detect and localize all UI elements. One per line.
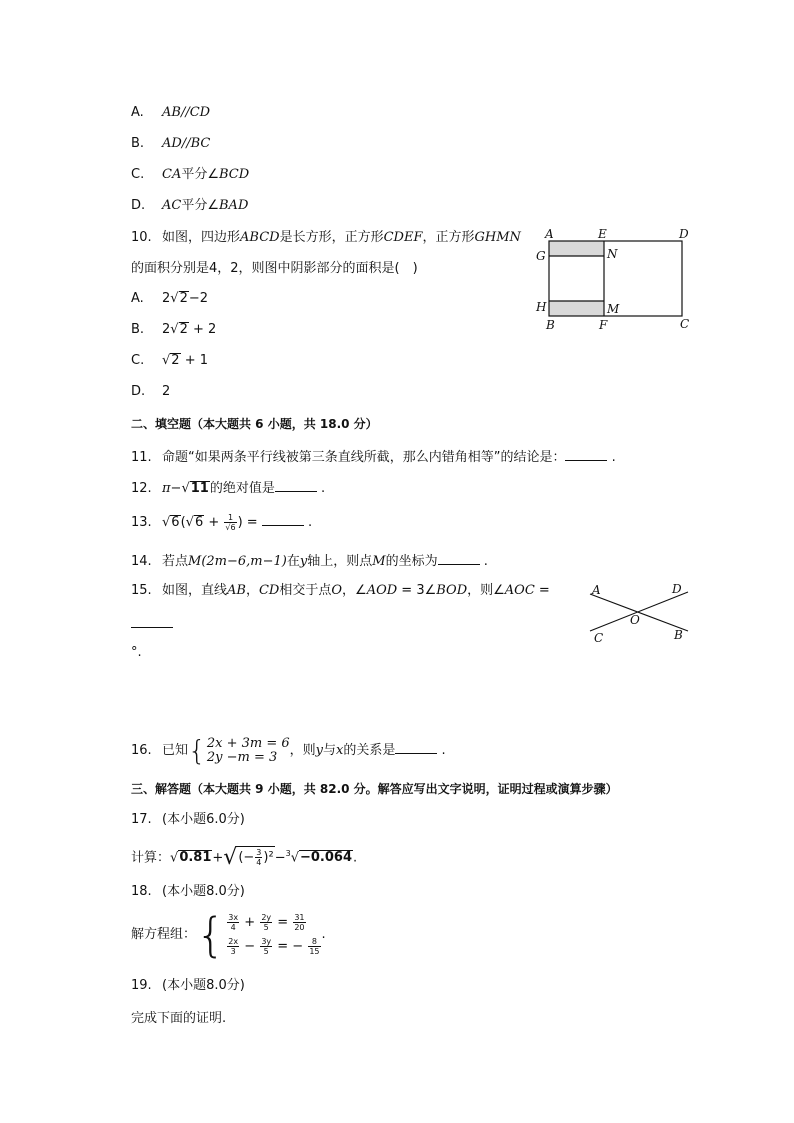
answer-blank[interactable]	[565, 447, 607, 461]
question-10-line2: 的面积分别是4，2，则图中阴影部分的面积是( )	[131, 261, 418, 276]
label-e: E	[598, 227, 607, 241]
question-18-header: 18. (本小题8.0分)	[131, 884, 245, 899]
label-h: H	[536, 300, 547, 314]
shaded-region-top	[549, 241, 604, 256]
equation-1: $\frac{3x}{4}$ + $\frac{2y}{5}$ = $\frac{31}{20}$	[228, 912, 305, 932]
label-o: O	[630, 613, 640, 627]
answer-blank[interactable]	[262, 512, 304, 526]
question-12: 12. π−√11的绝对值是 .	[131, 478, 325, 498]
label-d: D	[672, 582, 682, 596]
option-q10-a: A. 2√2−2	[131, 291, 209, 306]
section-3-heading: 三、解答题（本大题共 9 小题，共 82.0 分。解答应写出文字说明，证明过程或演算步骤）	[131, 782, 618, 796]
section-2-heading: 二、填空题（本大题共 6 小题，共 18.0 分）	[131, 417, 378, 431]
question-11: 11. 命题“如果两条平行线被第三条直线所截，那么内错角相等”的结论是： .	[131, 447, 616, 467]
label-b: B	[674, 628, 683, 642]
option-q10-d: D. 2	[131, 384, 171, 399]
question-18-system: 解方程组：{ $\frac{3x}{4}$ + $\frac{2y}{5}$ = $\frac{31}{20}$ $\frac{2x}{3}$ − $\frac{3y}{5}$ = − $\frac{8}{15}$ .	[131, 907, 326, 962]
question-15: 15. 如图，直线AB，CD相交于点O，∠AOD = 3∠BOD，则∠AOC =	[131, 583, 550, 598]
label-c: C	[594, 631, 604, 645]
answer-blank[interactable]	[395, 740, 437, 754]
rectangle-figure	[530, 225, 700, 335]
label-a: A	[592, 583, 601, 597]
question-17-header: 17. (本小题6.0分)	[131, 812, 245, 827]
question-10-line1: 10. 如图，四边形ABCD是长方形，正方形CDEF，正方形GHMN	[131, 230, 521, 245]
answer-blank[interactable]	[438, 551, 480, 565]
option-q10-c: C. √2 + 1	[131, 353, 209, 368]
question-14: 14. 若点M(2m−6,m−1)在y轴上，则点M的坐标为 .	[131, 551, 488, 571]
question-19-header: 19. (本小题8.0分)	[131, 978, 245, 993]
option-q9-d: D. AC平分∠BAD	[131, 198, 249, 213]
option-q9-a: A. AB//CD	[131, 105, 211, 120]
question-15-blank-line	[131, 614, 173, 634]
label-n: N	[607, 247, 618, 261]
label-g: G	[536, 249, 546, 263]
question-13: 13. √6(√6 + $\frac{1}{√6}$ ) = .	[131, 513, 313, 532]
answer-blank[interactable]	[131, 614, 173, 628]
label-c: C	[680, 317, 690, 331]
question-17-expression: 计算：√0.81+√(− $\frac{3}{4}$ )²−$^3$√−0.064.	[131, 844, 358, 870]
label-m: M	[607, 302, 620, 316]
question-16: 16. 已知{ 2x + 3m = 6 2y −m = 3 ，则y与x的关系是 .	[131, 733, 446, 767]
question-19-text: 完成下面的证明.	[131, 1011, 227, 1026]
option-q9-c: C. CA平分∠BCD	[131, 167, 250, 182]
option-q10-b: B. 2√2 + 2	[131, 322, 217, 337]
label-a: A	[545, 227, 554, 241]
equation-2: $\frac{2x}{3}$ − $\frac{3y}{5}$ = − $\frac{8}{15}$	[228, 936, 320, 956]
shaded-region-bottom	[549, 301, 604, 316]
intersecting-lines-figure	[580, 578, 700, 648]
answer-blank[interactable]	[275, 478, 317, 492]
label-f: F	[599, 318, 608, 332]
label-d: D	[679, 227, 689, 241]
option-q9-b: B. AD//BC	[131, 136, 211, 151]
label-b: B	[546, 318, 555, 332]
question-15-degree: °.	[131, 645, 142, 660]
